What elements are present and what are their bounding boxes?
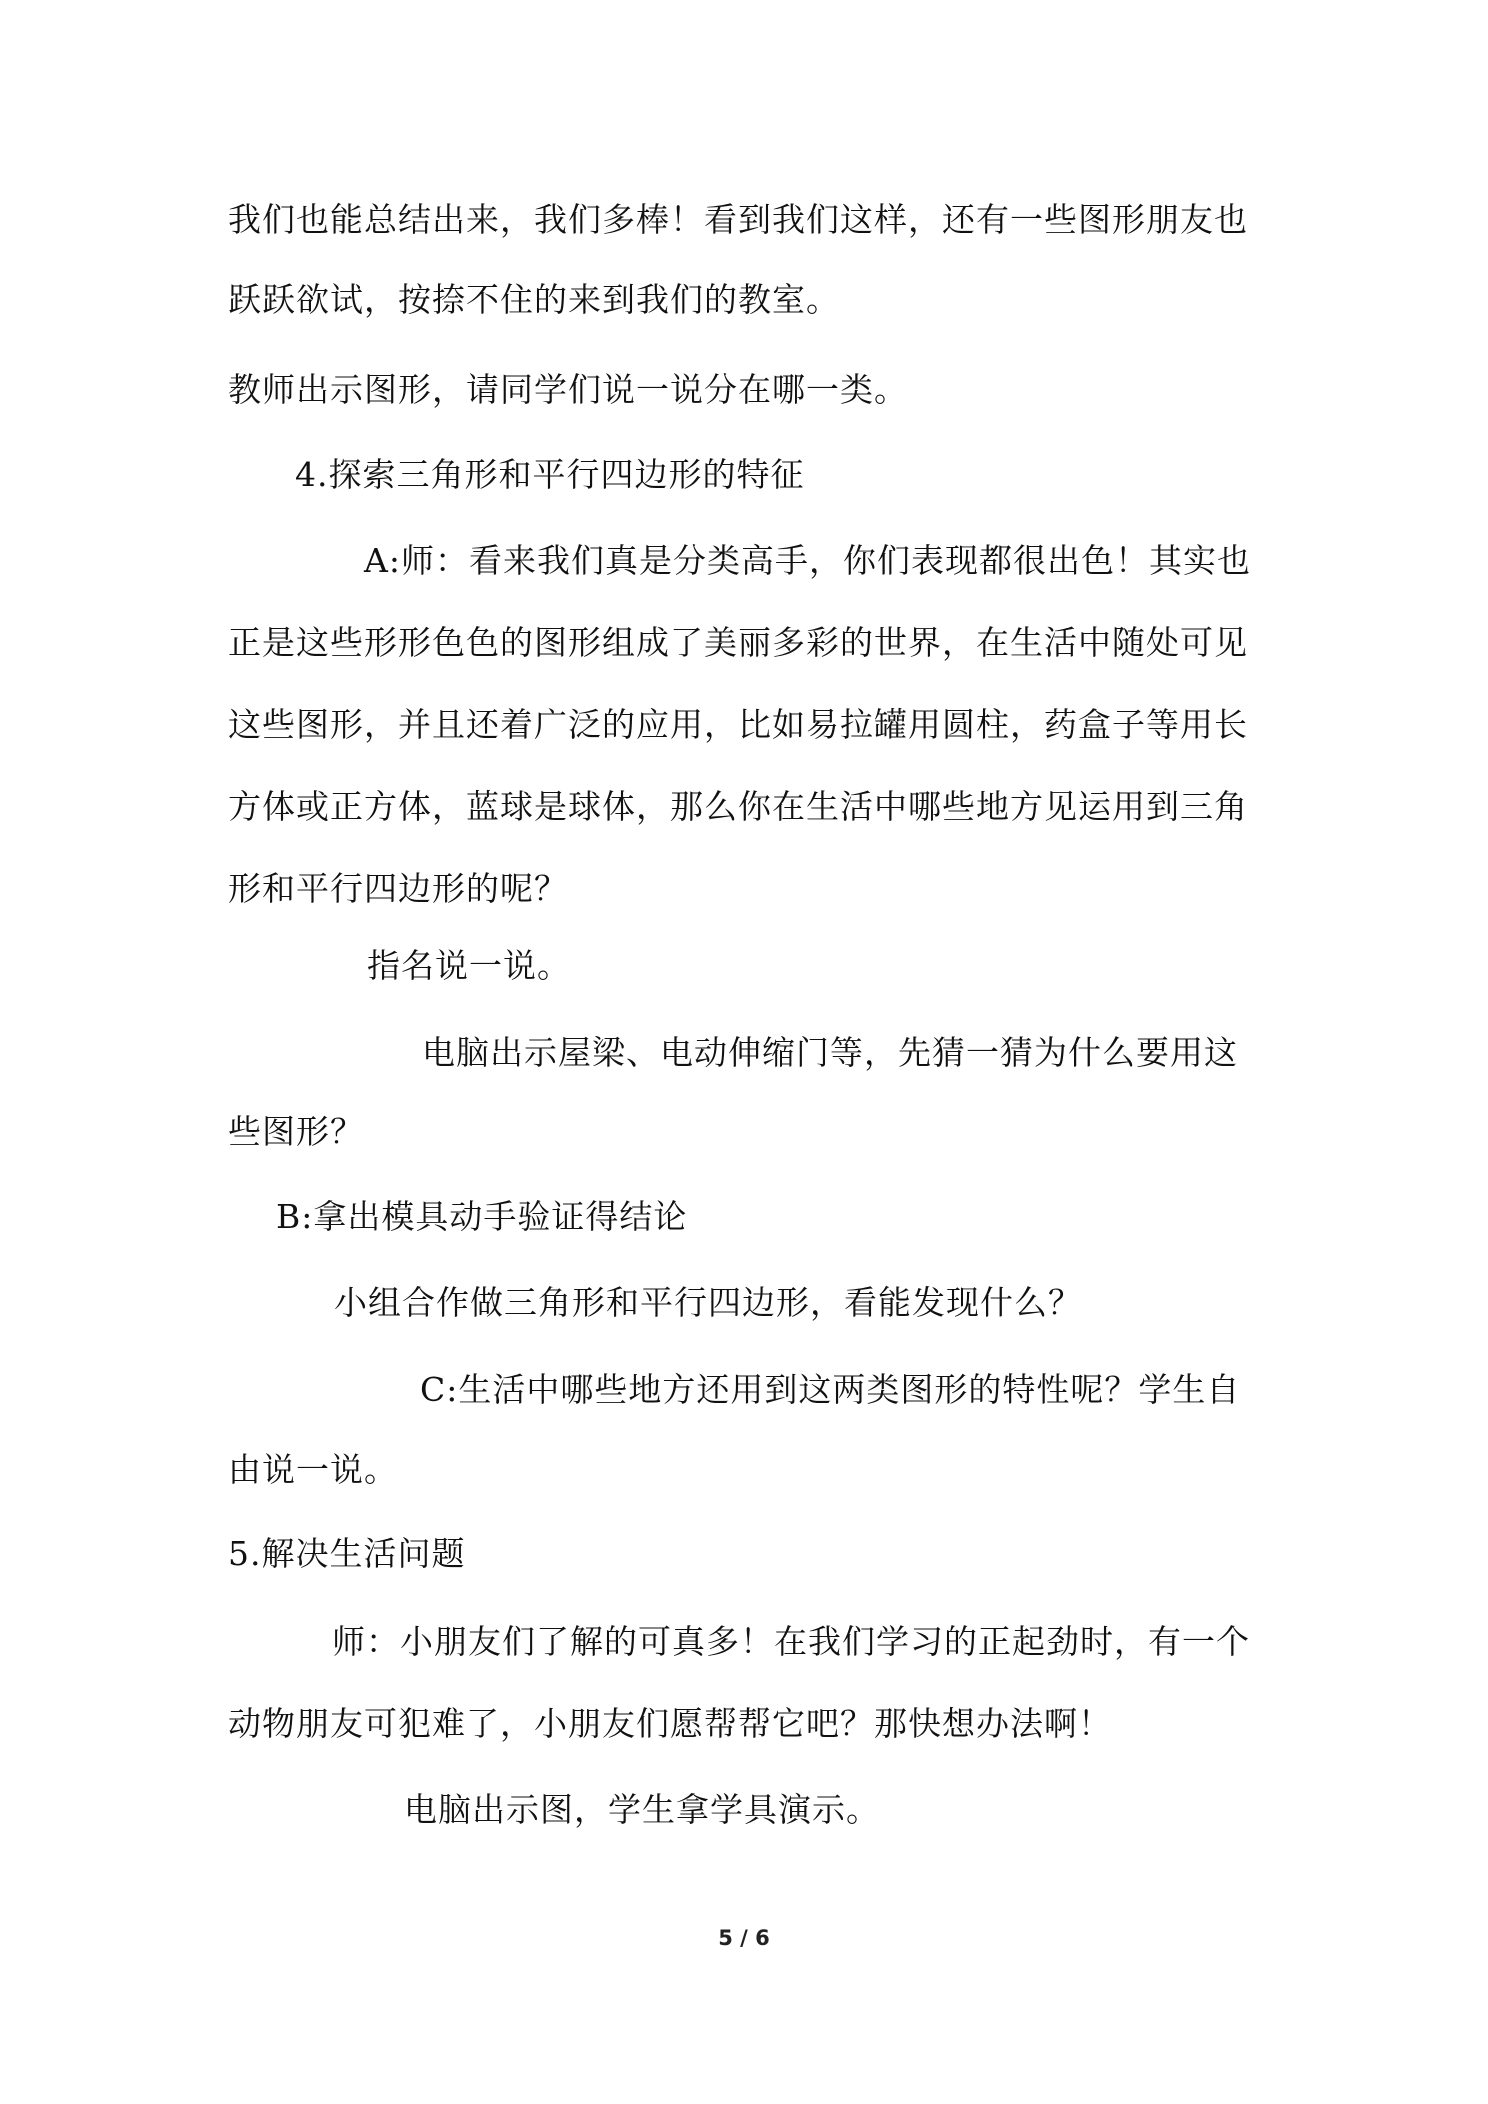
paragraph-line: 指名说一说。 (367, 946, 571, 985)
paragraph-line: 由说一说。 (228, 1450, 398, 1489)
paragraph-line: 我们也能总结出来，我们多棒！看到我们这样，还有一些图形朋友也 (228, 200, 1248, 239)
section-heading: 4.探索三角形和平行四边形的特征 (295, 455, 805, 494)
paragraph-line: 师：小朋友们了解的可真多！在我们学习的正起劲时，有一个 (332, 1622, 1250, 1661)
paragraph-line: 形和平行四边形的呢？ (228, 869, 568, 908)
section-heading: 5.解决生活问题 (228, 1534, 466, 1573)
paragraph-line: A:师：看来我们真是分类高手，你们表现都很出色！其实也 (364, 541, 1251, 580)
paragraph-line: C:生活中哪些地方还用到这两类图形的特性呢？学生自 (420, 1370, 1241, 1409)
paragraph-line: 正是这些形形色色的图形组成了美丽多彩的世界，在生活中随处可见 (228, 623, 1248, 662)
paragraph-line: 方体或正方体，蓝球是球体，那么你在生活中哪些地方见运用到三角 (228, 787, 1248, 826)
paragraph-line: 动物朋友可犯难了，小朋友们愿帮帮它吧？那快想办法啊！ (228, 1704, 1112, 1743)
paragraph-line: 跃跃欲试，按捺不住的来到我们的教室。 (228, 280, 840, 319)
paragraph-line: 些图形？ (228, 1112, 364, 1151)
page-number: 5 / 6 (718, 1926, 770, 1950)
section-heading: B:拿出模具动手验证得结论 (276, 1197, 688, 1236)
paragraph-line: 这些图形，并且还着广泛的应用，比如易拉罐用圆柱，药盒子等用长 (228, 705, 1248, 744)
paragraph-line: 小组合作做三角形和平行四边形，看能发现什么？ (334, 1283, 1082, 1322)
paragraph-line: 电脑出示图，学生拿学具演示。 (404, 1790, 880, 1829)
paragraph-line: 电脑出示屋梁、电动伸缩门等，先猜一猜为什么要用这 (422, 1033, 1238, 1072)
paragraph-line: 教师出示图形，请同学们说一说分在哪一类。 (228, 370, 908, 409)
